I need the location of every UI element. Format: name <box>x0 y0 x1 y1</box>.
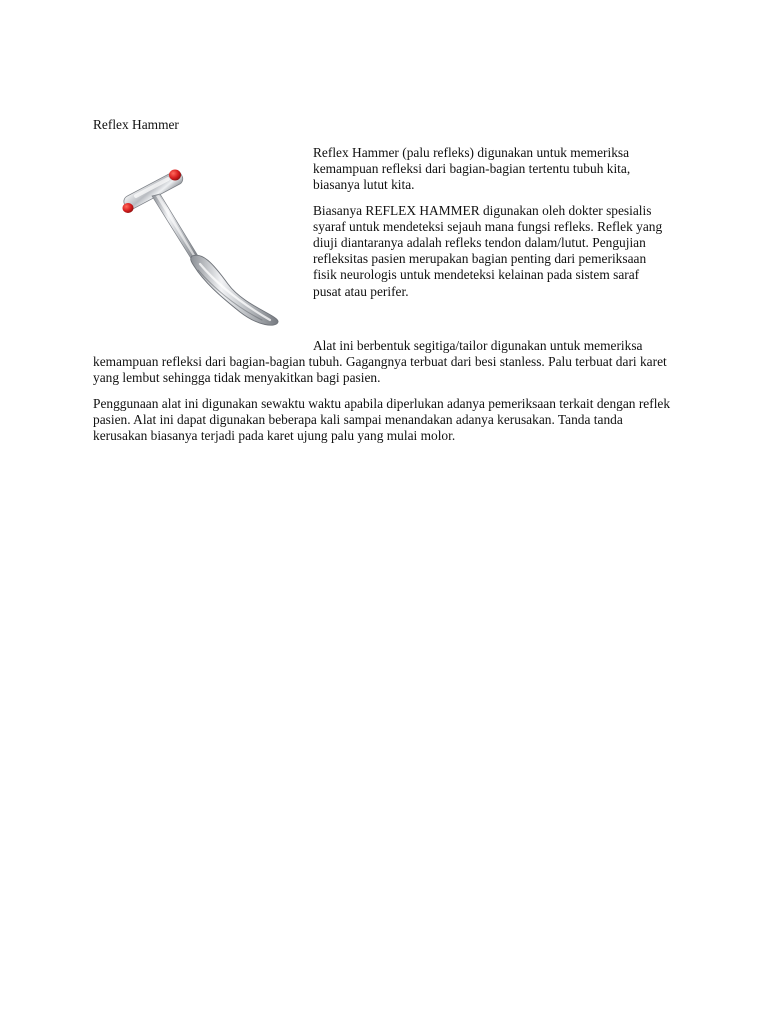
paragraph-maintenance: Penggunaan alat ini digunakan sewaktu waktu apabila diperlukan adanya pemeriksaan terkait dengan reflek pasien. Alat ini dapat digunakan beberapa kali sampai menandakan adanya kerusakan. Tanda tanda kerusakan biasanya terjadi pada karet ujung palu yang mulai molor. <box>93 395 671 444</box>
paragraph-description: Alat ini berbentuk segitiga/tailor digunakan untuk memeriksa kemampuan refleksi dari bagian-bagian tubuh. Gagangnya terbuat dari besi stanless. Palu terbuat dari karet yang lembut sehingga tidak menyakitkan bagi pasien. <box>93 338 667 386</box>
body-text <box>93 338 673 453</box>
reflex-hammer-icon <box>112 160 284 330</box>
paragraph-intro: Reflex Hammer (palu refleks) digunakan untuk memeriksa kemampuan refleksi dari bagian-bagian tertentu tubuh kita, biasanya lutut kita. <box>313 145 631 193</box>
document-title: Reflex Hammer <box>93 117 179 132</box>
side-column-text <box>313 145 673 309</box>
paragraph-usage: Biasanya REFLEX HAMMER digunakan oleh dokter spesialis syaraf untuk mendeteksi sejauh mana fungsi refleks. Reflek yang diuji diantaranya adalah refleks tendon dalam/lutut. Pengujian refleksitas pasien merupakan bagian penting dari pemeriksaan fisik neurologis untuk mendeteksi kelainan pada sistem saraf pusat atau perifer. <box>313 202 663 299</box>
reflex-hammer-image <box>112 160 284 330</box>
